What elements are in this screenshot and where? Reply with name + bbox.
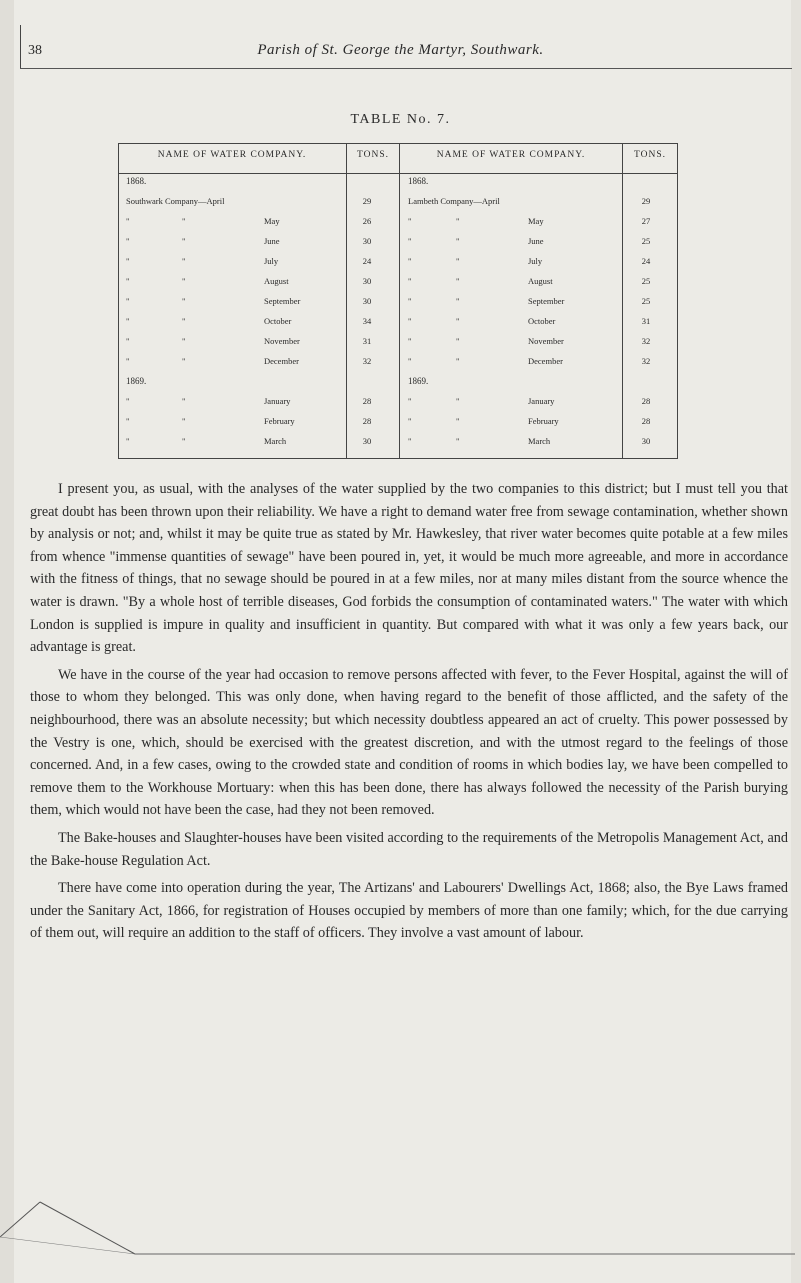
column-header: TONS. xyxy=(633,150,666,160)
tons-cell: 32 xyxy=(641,336,651,346)
table-row xyxy=(118,316,678,336)
page-number: 38 xyxy=(28,43,42,58)
table-row xyxy=(118,216,678,236)
table-top-rule xyxy=(118,143,678,144)
tons-cell: 30 xyxy=(362,436,372,446)
company-cell: May xyxy=(264,216,280,226)
company-cell: Lambeth Company—April xyxy=(408,196,500,206)
tons-cell: 29 xyxy=(641,196,651,206)
column-header: NAME OF WATER COMPANY. xyxy=(157,150,307,160)
table-row xyxy=(118,276,678,296)
company-cell: " xyxy=(182,216,186,226)
company-cell: " xyxy=(126,216,130,226)
company-cell: " xyxy=(456,216,460,226)
company-cell: " xyxy=(182,236,186,246)
table-row xyxy=(118,256,678,276)
paragraph: There have come into operation during the year, The Artizans' and Labourers' Dwellings Act, 1868; also, the Bye Laws framed under the Sanitary Act, 1866, for registration of Houses occupied by members of more than one family; which, for the due carrying of them out, will require an addition to the staff of officers. They involve a vast amount of labour. xyxy=(30,880,788,942)
company-cell: " xyxy=(126,436,130,446)
company-cell: January xyxy=(528,396,555,406)
company-cell: September xyxy=(264,296,301,306)
paragraph: I present you, as usual, with the analyses of the water supplied by the two companies to this district; but I must tell you that great doubt has been thrown upon their reliability. We have a right to demand water free from sewage contamination, whether shown by analysis or not; and, whilst it may be quite true as stated by Mr. Hawkesley, that river water becomes quite potable at a few miles from whence "immense quantities of sewage" have been poured in, yet, it would be much more agreeable, and more in accordance with the fitness of things, that no sewage should be poured in at a few miles, nor at many miles distant from the source whence the water is drawn. "By a whole host of terrible diseases, God forbids the consumption of contaminated waters." The water with which London is supplied is impure in quality and insufficient in quantity. But compared with what it was only a few years back, our advantage is great. xyxy=(30,481,788,656)
paragraph: We have in the course of the year had occasion to remove persons affected with fever, to the Fever Hospital, against the will of those to whom they belonged. This was only done, when having regard to the benefit of those afflicted, and the safety of the neighbourhood, there was an absolute necessity; but which necessity doubtless appeared an act of cruelty. This power possessed by the Vestry is one, which, should be exercised with the greatest discretion, and with the utmost regard to the feelings of those concerned. And, in a few cases, owing to the crowded state and condition of rooms in which bodies lay, we have been compelled to remove them to the Workhouse Mortuary: when this has been done, there has always followed the necessity of the Parish burying them, which would not have been the case, had they not been removed. xyxy=(30,666,788,819)
company-cell: 1869. xyxy=(126,376,147,386)
table-row xyxy=(118,176,678,196)
tons-cell: 28 xyxy=(641,416,651,426)
company-cell: Southwark Company—April xyxy=(126,196,225,206)
company-cell: " xyxy=(182,436,186,446)
company-cell: March xyxy=(264,436,287,446)
company-cell: " xyxy=(408,356,412,366)
tons-cell: 26 xyxy=(362,216,372,226)
company-cell: " xyxy=(182,336,186,346)
table-row xyxy=(118,196,678,216)
company-cell: " xyxy=(126,356,130,366)
company-cell: " xyxy=(126,296,130,306)
company-cell: November xyxy=(264,336,300,346)
page-left-edge xyxy=(0,0,14,1283)
company-cell: " xyxy=(456,236,460,246)
tons-cell: 31 xyxy=(362,336,372,346)
tons-cell: 25 xyxy=(641,296,651,306)
company-cell: " xyxy=(456,416,460,426)
company-cell: 1868. xyxy=(126,176,147,186)
company-cell: " xyxy=(182,296,186,306)
tons-cell: 29 xyxy=(362,196,372,206)
company-cell: December xyxy=(264,356,299,366)
table-bottom-rule xyxy=(118,458,678,459)
company-cell: " xyxy=(408,396,412,406)
company-cell: " xyxy=(408,236,412,246)
company-cell: June xyxy=(528,236,544,246)
folded-corner-mark xyxy=(0,1200,801,1283)
running-title: Parish of St. George the Martyr, Southwark. xyxy=(257,42,544,58)
company-cell: " xyxy=(182,356,186,366)
column-header: NAME OF WATER COMPANY. xyxy=(436,150,586,160)
company-cell: 1868. xyxy=(408,176,429,186)
tons-cell: 30 xyxy=(362,236,372,246)
company-cell: " xyxy=(182,276,186,286)
company-cell: " xyxy=(126,236,130,246)
tons-cell: 32 xyxy=(362,356,372,366)
tons-cell: 30 xyxy=(641,436,651,446)
company-cell: July xyxy=(264,256,279,266)
company-cell: " xyxy=(408,296,412,306)
company-cell: " xyxy=(126,256,130,266)
table-row xyxy=(118,296,678,316)
table-header-rule xyxy=(118,173,678,174)
tons-cell: 24 xyxy=(362,256,372,266)
company-cell: January xyxy=(264,396,291,406)
tons-cell: 24 xyxy=(641,256,651,266)
company-cell: February xyxy=(264,416,295,426)
table-row xyxy=(118,356,678,376)
company-cell: " xyxy=(456,296,460,306)
company-cell: March xyxy=(528,436,551,446)
table-row xyxy=(118,236,678,256)
water-company-table xyxy=(118,143,678,459)
company-cell: October xyxy=(528,316,556,326)
company-cell: " xyxy=(408,416,412,426)
company-cell: " xyxy=(408,436,412,446)
header-rule xyxy=(20,68,792,69)
tons-cell: 27 xyxy=(641,216,651,226)
company-cell: September xyxy=(528,296,565,306)
tons-cell: 32 xyxy=(641,356,651,366)
company-cell: August xyxy=(264,276,289,286)
company-cell: November xyxy=(528,336,564,346)
company-cell: " xyxy=(456,336,460,346)
table-title: TABLE No. 7. xyxy=(350,112,451,127)
company-cell: " xyxy=(456,256,460,266)
body-text xyxy=(30,478,788,950)
company-cell: " xyxy=(182,256,186,266)
company-cell: " xyxy=(126,276,130,286)
table-row xyxy=(118,416,678,436)
company-cell: " xyxy=(182,316,186,326)
company-cell: " xyxy=(408,276,412,286)
company-cell: June xyxy=(264,236,280,246)
table-row xyxy=(118,376,678,396)
tons-cell: 30 xyxy=(362,296,372,306)
tons-cell: 25 xyxy=(641,236,651,246)
tons-cell: 30 xyxy=(362,276,372,286)
table-row xyxy=(118,436,678,456)
company-cell: " xyxy=(456,436,460,446)
company-cell: August xyxy=(528,276,553,286)
company-cell: " xyxy=(408,316,412,326)
company-cell: " xyxy=(126,416,130,426)
company-cell: " xyxy=(408,216,412,226)
column-header: TONS. xyxy=(356,150,389,160)
company-cell: " xyxy=(182,396,186,406)
page-right-edge xyxy=(791,0,801,1283)
tons-cell: 28 xyxy=(362,396,372,406)
company-cell: " xyxy=(456,316,460,326)
company-cell: " xyxy=(126,316,130,326)
company-cell: " xyxy=(126,396,130,406)
company-cell: " xyxy=(408,336,412,346)
company-cell: 1869. xyxy=(408,376,429,386)
table-row xyxy=(118,336,678,356)
company-cell: October xyxy=(264,316,292,326)
paragraph: The Bake-houses and Slaughter-houses have been visited according to the requirements of the Metropolis Management Act, and the Bake-house Regulation Act. xyxy=(30,829,788,869)
company-cell: " xyxy=(456,396,460,406)
tons-cell: 31 xyxy=(641,316,651,326)
tons-cell: 34 xyxy=(362,316,372,326)
table-row xyxy=(118,396,678,416)
company-cell: December xyxy=(528,356,563,366)
company-cell: May xyxy=(528,216,544,226)
company-cell: February xyxy=(528,416,559,426)
tons-cell: 25 xyxy=(641,276,651,286)
company-cell: " xyxy=(182,416,186,426)
company-cell: " xyxy=(456,276,460,286)
company-cell: " xyxy=(408,256,412,266)
company-cell: " xyxy=(456,356,460,366)
tons-cell: 28 xyxy=(641,396,651,406)
tons-cell: 28 xyxy=(362,416,372,426)
company-cell: July xyxy=(528,256,543,266)
company-cell: " xyxy=(126,336,130,346)
